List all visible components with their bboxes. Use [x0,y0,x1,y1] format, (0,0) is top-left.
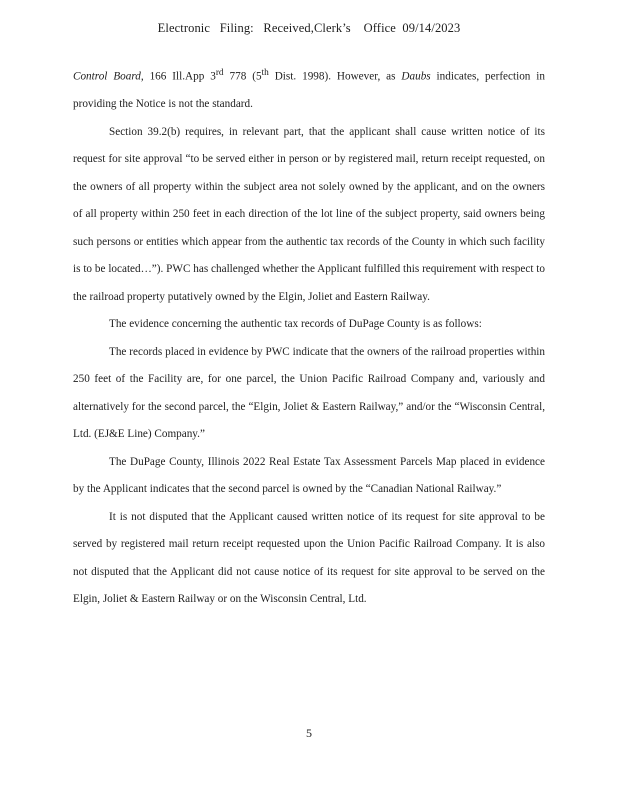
citation-conclusion: indicates, perfection in providing the Notice is not the standard. [73,70,546,111]
citation-tail: Dist. 1998). However, as [268,70,402,83]
paragraph-citation [73,60,545,119]
citation-page: 778 (5 [223,70,262,83]
filing-header: Electronic Filing: Received,Clerk’s Office 09/14/2023 [157,21,461,35]
citation-volume: 166 Ill.App 3 [143,70,216,83]
citation-case-name: Control Board, [73,70,144,83]
paragraph-parcels-map: The DuPage County, Illinois 2022 Real Estate Tax Assessment Parcels Map placed in evidence by the Applicant indicates that the second parcel is owned by the “Canadian National Railway.” [73,455,545,496]
document-body [73,60,545,614]
paragraph-notice-service: It is not disputed that the Applicant caused written notice of its request for site approval to be served by registered mail return receipt requested upon the Union Pacific Railroad Company. It is also not disputed that the Applicant did not cause notice of its request for site approval to be served on the Elgin, Joliet & Eastern Railway or on the Wisconsin Central, Ltd. [73,510,545,606]
citation-ordinal-th: th [261,68,269,78]
paragraph-evidence-intro: The evidence concerning the authentic tax records of DuPage County is as follows: [109,318,482,331]
paragraph-section-39-2b: Section 39.2(b) requires, in relevant part, that the applicant shall cause written notice of its request for site approval “to be served either in person or by registered mail, return receipt requested, on the owners of all property within the subject area not solely owned by the applicant, and on the owners of all property within 250 feet in each direction of the lot line of the subject property, said owners being such persons or entities which appear from the authentic tax records of the County in which such facility is to be located…”). PWC has challenged whether the Applicant fulfilled this requirement with respect to the railroad property putatively owned by the Elgin, Joliet and Eastern Railway. [73,125,545,303]
citation-ordinal-rd: rd [215,68,224,78]
page-number: 5 [306,726,312,740]
case-name-daubs: Daubs [401,70,431,83]
paragraph-pwc-records: The records placed in evidence by PWC indicate that the owners of the railroad properties within 250 feet of the Facility are, for one parcel, the Union Pacific Railroad Company and, variously and alternatively for the second parcel, the “Elgin, Joliet & Eastern Railway,” and/or the “Wisconsin Central, Ltd. (EJ&E Line) Company.” [73,345,545,441]
